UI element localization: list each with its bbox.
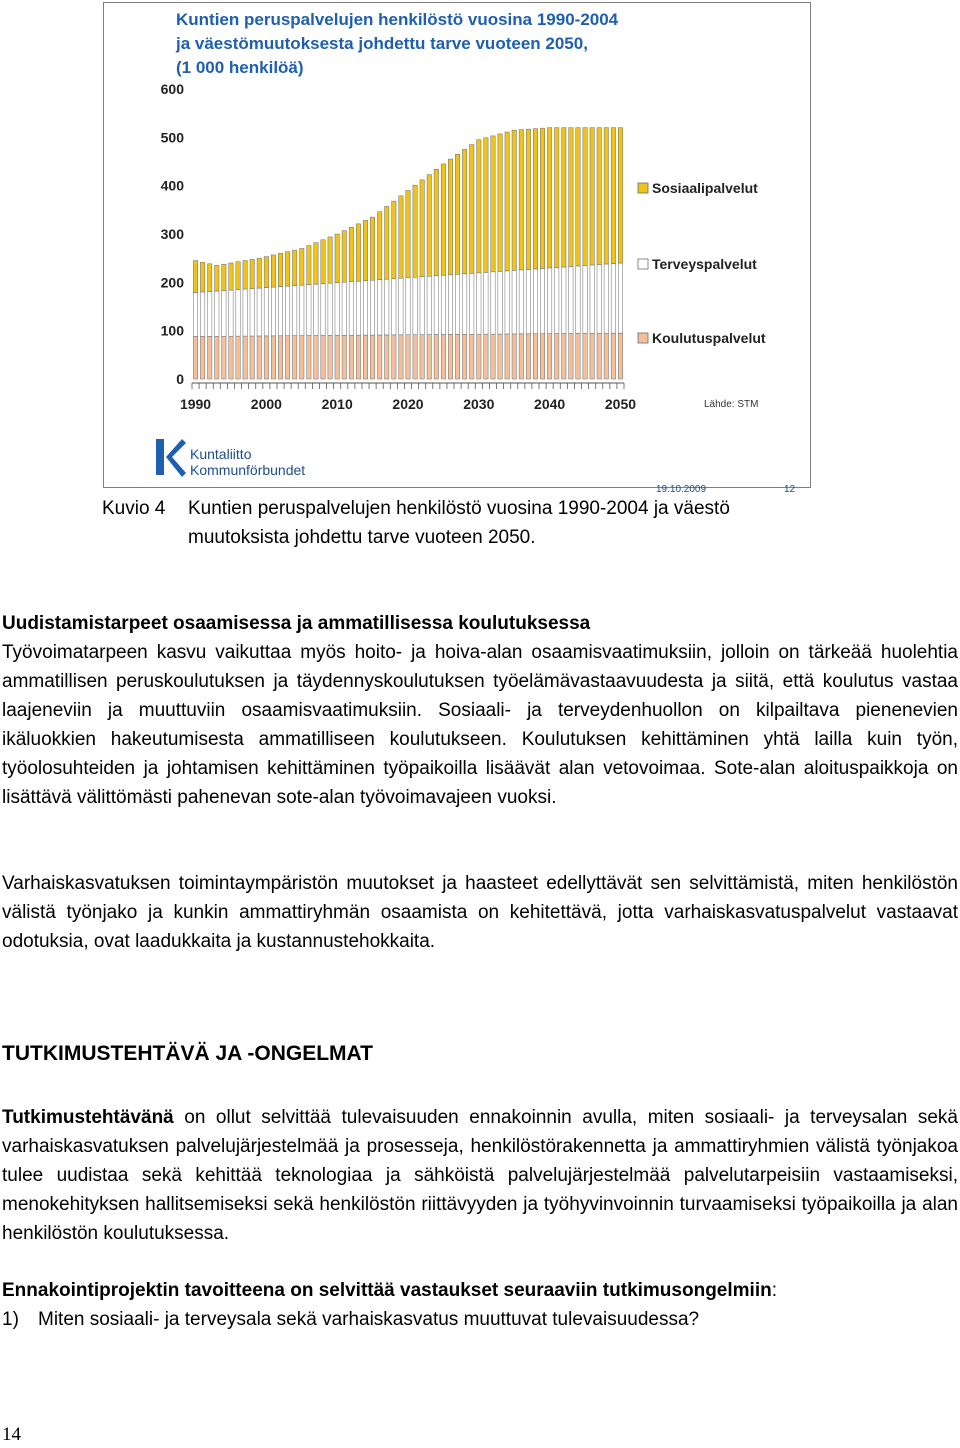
bar-terveyspalvelut-2022 bbox=[420, 277, 424, 335]
bar-sosiaalipalvelut-2033 bbox=[498, 134, 502, 271]
list-text: Miten sosiaali- ja terveysala sekä varhaiskasvatus muuttuvat tulevaisuudessa? bbox=[38, 1309, 700, 1330]
bar-sosiaalipalvelut-1996 bbox=[236, 262, 240, 290]
logo-chevron-icon bbox=[166, 439, 186, 477]
section-education-renewal bbox=[2, 609, 958, 812]
bar-terveyspalvelut-2048 bbox=[604, 264, 608, 333]
bar-terveyspalvelut-2021 bbox=[413, 277, 417, 334]
bar-koulutuspalvelut-2031 bbox=[484, 334, 488, 379]
bar-koulutuspalvelut-2032 bbox=[491, 334, 495, 379]
legend-swatch-koulutuspalvelut bbox=[638, 333, 648, 343]
bar-sosiaalipalvelut-2032 bbox=[491, 136, 495, 272]
bar-sosiaalipalvelut-2007 bbox=[314, 243, 318, 284]
bar-terveyspalvelut-2033 bbox=[498, 271, 502, 334]
bar-terveyspalvelut-1996 bbox=[236, 290, 240, 337]
bar-koulutuspalvelut-2035 bbox=[512, 334, 516, 379]
legend bbox=[638, 180, 766, 346]
bar-terveyspalvelut-2003 bbox=[285, 286, 289, 336]
bar-koulutuspalvelut-2029 bbox=[470, 334, 474, 379]
bar-koulutuspalvelut-2045 bbox=[583, 333, 587, 379]
bar-terveyspalvelut-2001 bbox=[271, 287, 275, 336]
bar-terveyspalvelut-2026 bbox=[448, 275, 452, 335]
bar-sosiaalipalvelut-2040 bbox=[547, 128, 551, 268]
bar-terveyspalvelut-2035 bbox=[512, 270, 516, 334]
bar-terveyspalvelut-2005 bbox=[300, 285, 304, 336]
bar-sosiaalipalvelut-2038 bbox=[533, 129, 537, 269]
paragraph-text: on ollut selvittää tulevaisuuden ennakoinnin avulla, miten sosiaali- ja terveysalan sekä varhaiskasvatuksen palvelujärjestelmää ja prosesseja, henkilöstörakennetta ja ammattiryhmien välistä työnjakoa tulee uudistaa sekä kehittää teknologiaa ja sähköistä palvelujärjestelmää palvelutarpeisiin vastaamiseksi, menokehityksen hallitsemiseksi sekä henkilöstön riittävyyden ja työhyvinvoinnin turvaamiseksi työpaikoilla ja alan henkilöstön koulutuksessa. bbox=[2, 1107, 958, 1244]
bar-sosiaalipalvelut-2027 bbox=[455, 154, 459, 274]
bar-koulutuspalvelut-2024 bbox=[434, 335, 438, 379]
bar-sosiaalipalvelut-2035 bbox=[512, 130, 516, 270]
bar-sosiaalipalvelut-2020 bbox=[406, 191, 410, 278]
bar-sosiaalipalvelut-1994 bbox=[222, 264, 226, 290]
chart-title bbox=[175, 10, 619, 77]
bar-sosiaalipalvelut-2016 bbox=[377, 212, 381, 280]
bar-terveyspalvelut-2007 bbox=[314, 284, 318, 335]
bar-sosiaalipalvelut-2044 bbox=[576, 128, 580, 266]
section-paragraph: Työvoimatarpeen kasvu vaikuttaa myös hoito- ja hoiva-alan osaamisvaatimuksiin, jolloin on tärkeää huolehtia ammatillisen peruskoulutuksen ja täydennyskoulutuksen työelämävastaavuudesta ja siitä, että koulutus vastaa laajeneviin ja muuttuviin osaamisvaatimuksiin. Sosiaali- ja terveydenhuollon on kilpailtava pienenevien ikäluokkien hakeutumisesta ammatilliseen koulutukseen. Koulutuksen kehittäminen yhtä lailla kuin työn, työolosuhteiden ja johtamisen kehittäminen työpaikoilla lisäävät alan vetovoimaa. Sote-alan aloituspaikkoja on lisättävä välittömästi pahenevan sote-alan työvoimavajeen vuoksi. bbox=[2, 642, 958, 808]
bar-sosiaalipalvelut-2034 bbox=[505, 132, 509, 271]
bar-sosiaalipalvelut-2041 bbox=[555, 128, 559, 268]
bar-sosiaalipalvelut-2011 bbox=[342, 231, 346, 283]
bar-koulutuspalvelut-2030 bbox=[477, 334, 481, 379]
bar-sosiaalipalvelut-2046 bbox=[590, 128, 594, 265]
footer-date: 19.10.2009 bbox=[656, 484, 707, 495]
bar-koulutuspalvelut-2027 bbox=[455, 334, 459, 379]
bar-terveyspalvelut-1995 bbox=[229, 290, 233, 336]
bar-sosiaalipalvelut-1990 bbox=[193, 261, 197, 293]
x-tick-label: 2020 bbox=[392, 396, 424, 412]
bar-sosiaalipalvelut-1998 bbox=[250, 259, 254, 288]
caption-line-2: muutoksista johdettu tarve vuoteen 2050. bbox=[188, 527, 536, 548]
bar-koulutuspalvelut-2022 bbox=[420, 335, 424, 379]
bar-terveyspalvelut-2018 bbox=[392, 279, 396, 335]
bar-koulutuspalvelut-1992 bbox=[208, 336, 212, 379]
bar-koulutuspalvelut-1997 bbox=[243, 336, 247, 379]
bar-koulutuspalvelut-2003 bbox=[285, 336, 289, 379]
x-tick-label: 1990 bbox=[179, 396, 212, 412]
bar-koulutuspalvelut-2040 bbox=[547, 334, 551, 379]
bar-sosiaalipalvelut-2001 bbox=[271, 255, 275, 287]
bar-koulutuspalvelut-2025 bbox=[441, 334, 445, 379]
legend-swatch-sosiaalipalvelut bbox=[638, 183, 648, 193]
section-paragraph bbox=[2, 1276, 958, 1305]
logo-text-line-1: Kuntaliitto bbox=[190, 446, 252, 462]
section-heading: Uudistamistarpeet osaamisessa ja ammatillisessa koulutuksessa bbox=[2, 613, 591, 634]
bar-terveyspalvelut-2049 bbox=[611, 263, 615, 333]
logo-bar-icon bbox=[156, 439, 164, 475]
bar-sosiaalipalvelut-2036 bbox=[519, 130, 523, 270]
bar-terveyspalvelut-2010 bbox=[335, 283, 339, 336]
bar-terveyspalvelut-2045 bbox=[583, 265, 587, 333]
footer-page: 12 bbox=[784, 484, 796, 495]
bar-terveyspalvelut-2037 bbox=[526, 269, 530, 333]
bar-sosiaalipalvelut-2015 bbox=[370, 217, 374, 280]
kuntaliitto-logo bbox=[156, 439, 305, 478]
y-tick-label: 400 bbox=[160, 177, 184, 194]
bar-sosiaalipalvelut-2006 bbox=[307, 246, 311, 285]
bar-sosiaalipalvelut-1997 bbox=[243, 261, 247, 289]
bar-koulutuspalvelut-1999 bbox=[257, 336, 261, 379]
bar-sosiaalipalvelut-2047 bbox=[597, 128, 601, 265]
bar-terveyspalvelut-1993 bbox=[215, 291, 219, 336]
figure-caption bbox=[102, 494, 862, 552]
bar-koulutuspalvelut-2009 bbox=[328, 335, 332, 379]
bar-koulutuspalvelut-2044 bbox=[576, 333, 580, 379]
bar-terveyspalvelut-2047 bbox=[597, 264, 601, 333]
bar-koulutuspalvelut-2023 bbox=[427, 335, 431, 379]
bar-terveyspalvelut-2002 bbox=[278, 287, 282, 336]
y-axis bbox=[161, 81, 185, 387]
bar-sosiaalipalvelut-2002 bbox=[278, 253, 282, 286]
y-tick-label: 500 bbox=[160, 129, 184, 146]
caption-line-1: Kuntien peruspalvelujen henkilöstö vuosina 1990-2004 ja väestö bbox=[188, 498, 730, 519]
bar-sosiaalipalvelut-1999 bbox=[257, 258, 261, 288]
chart-title-line-1: Kuntien peruspalvelujen henkilöstö vuosina 1990-2004 bbox=[176, 10, 619, 29]
bar-sosiaalipalvelut-2003 bbox=[285, 252, 289, 286]
bar-terveyspalvelut-2013 bbox=[356, 281, 360, 335]
bar-koulutuspalvelut-2046 bbox=[590, 333, 594, 379]
x-tick-label: 2040 bbox=[534, 396, 566, 412]
bar-koulutuspalvelut-2036 bbox=[519, 334, 523, 379]
bar-terveyspalvelut-2050 bbox=[618, 263, 622, 333]
bar-terveyspalvelut-2014 bbox=[363, 281, 367, 335]
bar-terveyspalvelut-2015 bbox=[370, 280, 374, 335]
caption-label: Kuvio 4 bbox=[102, 498, 166, 519]
section-paragraph bbox=[2, 1103, 958, 1248]
bar-sosiaalipalvelut-2049 bbox=[611, 128, 615, 264]
bar-koulutuspalvelut-2026 bbox=[448, 334, 452, 379]
bar-koulutuspalvelut-2008 bbox=[321, 335, 325, 379]
x-tick-label: 2010 bbox=[321, 396, 353, 412]
bar-terveyspalvelut-2012 bbox=[349, 282, 353, 336]
bar-koulutuspalvelut-2034 bbox=[505, 334, 509, 379]
bar-sosiaalipalvelut-2013 bbox=[356, 224, 360, 281]
legend-label-sosiaalipalvelut: Sosiaalipalvelut bbox=[652, 180, 758, 196]
bar-koulutuspalvelut-2002 bbox=[278, 336, 282, 379]
bar-terveyspalvelut-2039 bbox=[540, 268, 544, 333]
bar-koulutuspalvelut-1994 bbox=[222, 336, 226, 379]
bar-terveyspalvelut-2034 bbox=[505, 271, 509, 334]
page-number: 14 bbox=[2, 1424, 21, 1445]
bar-sosiaalipalvelut-2017 bbox=[385, 206, 389, 279]
bar-koulutuspalvelut-2001 bbox=[271, 336, 275, 379]
bar-koulutuspalvelut-2005 bbox=[300, 336, 304, 379]
bar-sosiaalipalvelut-2026 bbox=[448, 159, 452, 275]
bold-lead: Tutkimustehtävänä bbox=[2, 1107, 174, 1128]
y-tick-label: 0 bbox=[176, 371, 184, 387]
bar-terveyspalvelut-2017 bbox=[385, 279, 389, 335]
bar-sosiaalipalvelut-2042 bbox=[562, 128, 566, 267]
bar-terveyspalvelut-1997 bbox=[243, 289, 247, 336]
bar-terveyspalvelut-2036 bbox=[519, 270, 523, 334]
legend-swatch-terveyspalvelut bbox=[638, 259, 648, 269]
bar-sosiaalipalvelut-2025 bbox=[441, 164, 445, 275]
bar-koulutuspalvelut-2048 bbox=[604, 333, 608, 379]
section-paragraph: Varhaiskasvatuksen toimintaympäristön muutokset ja haasteet edellyttävät sen selvittämistä, miten henkilöstön välistä työnjako ja kunkin ammattiryhmän osaamista on kehitettävä, jotta varhaiskasvatuspalvelut vastaavat odotuksia, ovat laadukkaita ja kustannustehokkaita. bbox=[2, 873, 958, 952]
bar-terveyspalvelut-2008 bbox=[321, 284, 325, 336]
bar-terveyspalvelut-2025 bbox=[441, 275, 445, 334]
bar-terveyspalvelut-2020 bbox=[406, 278, 410, 335]
bar-terveyspalvelut-2019 bbox=[399, 278, 403, 335]
bar-terveyspalvelut-2024 bbox=[434, 276, 438, 335]
bar-terveyspalvelut-2006 bbox=[307, 285, 311, 336]
bar-sosiaalipalvelut-2029 bbox=[470, 145, 474, 274]
x-axis bbox=[180, 383, 636, 412]
bar-sosiaalipalvelut-2023 bbox=[427, 175, 431, 277]
bar-sosiaalipalvelut-2050 bbox=[618, 128, 622, 263]
bar-koulutuspalvelut-2017 bbox=[385, 335, 389, 379]
bar-koulutuspalvelut-1996 bbox=[236, 336, 240, 379]
bar-sosiaalipalvelut-2004 bbox=[292, 250, 296, 285]
bar-sosiaalipalvelut-2045 bbox=[583, 128, 587, 266]
list-number: 1) bbox=[2, 1309, 19, 1330]
bar-sosiaalipalvelut-2018 bbox=[392, 201, 396, 279]
bar-terveyspalvelut-1992 bbox=[208, 292, 212, 337]
bar-terveyspalvelut-2009 bbox=[328, 283, 332, 335]
bar-sosiaalipalvelut-2008 bbox=[321, 240, 325, 284]
bar-sosiaalipalvelut-1995 bbox=[229, 263, 233, 290]
y-tick-label: 100 bbox=[160, 322, 184, 339]
chart-title-line-3: (1 000 henkilöä) bbox=[176, 58, 304, 77]
bar-terveyspalvelut-2000 bbox=[264, 288, 268, 336]
bars bbox=[193, 128, 622, 379]
bar-koulutuspalvelut-2033 bbox=[498, 334, 502, 379]
bar-sosiaalipalvelut-2005 bbox=[300, 249, 304, 286]
bar-sosiaalipalvelut-1992 bbox=[208, 264, 212, 292]
source-label: Lähde: STM bbox=[704, 399, 759, 410]
problem-list bbox=[2, 1305, 958, 1334]
section-research-task bbox=[2, 1103, 958, 1248]
bar-terveyspalvelut-1991 bbox=[200, 292, 204, 336]
bar-terveyspalvelut-2023 bbox=[427, 276, 431, 334]
bar-terveyspalvelut-2040 bbox=[547, 268, 551, 334]
bar-koulutuspalvelut-2050 bbox=[618, 333, 622, 379]
bar-koulutuspalvelut-2011 bbox=[342, 335, 346, 379]
bar-terveyspalvelut-2043 bbox=[569, 266, 573, 333]
bar-koulutuspalvelut-2028 bbox=[462, 334, 466, 379]
bar-koulutuspalvelut-2041 bbox=[555, 334, 559, 379]
bar-koulutuspalvelut-2010 bbox=[335, 335, 339, 379]
bar-sosiaalipalvelut-2010 bbox=[335, 234, 339, 283]
bar-sosiaalipalvelut-2048 bbox=[604, 128, 608, 264]
y-tick-label: 200 bbox=[160, 274, 184, 291]
bar-koulutuspalvelut-1995 bbox=[229, 336, 233, 379]
bar-terveyspalvelut-1999 bbox=[257, 288, 261, 336]
bar-terveyspalvelut-1994 bbox=[222, 291, 226, 337]
bar-terveyspalvelut-2027 bbox=[455, 274, 459, 334]
bar-koulutuspalvelut-2039 bbox=[540, 334, 544, 379]
bar-koulutuspalvelut-2004 bbox=[292, 336, 296, 379]
bar-terveyspalvelut-2031 bbox=[484, 272, 488, 334]
bar-terveyspalvelut-2004 bbox=[292, 286, 296, 336]
bar-koulutuspalvelut-2007 bbox=[314, 336, 318, 379]
bar-sosiaalipalvelut-2009 bbox=[328, 237, 332, 283]
bar-koulutuspalvelut-2049 bbox=[611, 333, 615, 379]
bar-koulutuspalvelut-2021 bbox=[413, 335, 417, 379]
bar-sosiaalipalvelut-2028 bbox=[462, 149, 466, 273]
page-heading: TUTKIMUSTEHTÄVÄ JA -ONGELMAT bbox=[2, 1042, 373, 1065]
bar-terveyspalvelut-2029 bbox=[470, 273, 474, 334]
stacked-bar-chart bbox=[104, 3, 812, 495]
x-tick-label: 2000 bbox=[250, 396, 282, 412]
bar-terveyspalvelut-2038 bbox=[533, 269, 537, 334]
bold-lead: Ennakointiprojektin tavoitteena on selvittää vastaukset seuraaviin tutkimusongelmiin bbox=[2, 1280, 772, 1301]
bar-sosiaalipalvelut-2019 bbox=[399, 196, 403, 278]
bar-koulutuspalvelut-2042 bbox=[562, 334, 566, 379]
section-early-education bbox=[2, 869, 958, 956]
bar-terveyspalvelut-2046 bbox=[590, 265, 594, 333]
bar-sosiaalipalvelut-2043 bbox=[569, 128, 573, 267]
bar-terveyspalvelut-1990 bbox=[193, 292, 197, 336]
bar-koulutuspalvelut-2047 bbox=[597, 333, 601, 379]
bar-terveyspalvelut-2016 bbox=[377, 280, 381, 335]
bar-terveyspalvelut-2044 bbox=[576, 266, 580, 333]
bar-koulutuspalvelut-2016 bbox=[377, 335, 381, 379]
bar-koulutuspalvelut-2043 bbox=[569, 333, 573, 379]
bar-sosiaalipalvelut-2039 bbox=[540, 128, 544, 268]
x-tick-label: 2030 bbox=[463, 396, 495, 412]
bar-koulutuspalvelut-1991 bbox=[200, 336, 204, 379]
bar-terveyspalvelut-2011 bbox=[342, 282, 346, 335]
bar-koulutuspalvelut-2018 bbox=[392, 335, 396, 379]
y-tick-label: 300 bbox=[160, 226, 184, 242]
bar-sosiaalipalvelut-2014 bbox=[363, 220, 367, 280]
logo-text-line-2: Kommunförbundet bbox=[190, 462, 306, 478]
bar-koulutuspalvelut-2037 bbox=[526, 334, 530, 379]
bar-terveyspalvelut-2030 bbox=[477, 273, 481, 334]
bar-sosiaalipalvelut-2000 bbox=[264, 257, 268, 288]
bar-koulutuspalvelut-1998 bbox=[250, 336, 254, 379]
bar-koulutuspalvelut-2038 bbox=[533, 334, 537, 379]
bar-sosiaalipalvelut-2022 bbox=[420, 180, 424, 277]
bar-terveyspalvelut-2042 bbox=[562, 267, 566, 334]
bar-sosiaalipalvelut-2021 bbox=[413, 185, 417, 277]
bar-koulutuspalvelut-2020 bbox=[406, 335, 410, 379]
bar-terveyspalvelut-2028 bbox=[462, 274, 466, 335]
bar-sosiaalipalvelut-2024 bbox=[434, 169, 438, 276]
section-research-problems bbox=[2, 1276, 958, 1334]
legend-label-koulutuspalvelut: Koulutuspalvelut bbox=[652, 330, 766, 346]
bar-terveyspalvelut-2032 bbox=[491, 272, 495, 334]
bar-terveyspalvelut-1998 bbox=[250, 289, 254, 336]
bar-koulutuspalvelut-1993 bbox=[215, 336, 219, 379]
bar-sosiaalipalvelut-1993 bbox=[215, 265, 219, 291]
legend-label-terveyspalvelut: Terveyspalvelut bbox=[652, 256, 757, 272]
bar-koulutuspalvelut-2000 bbox=[264, 336, 268, 379]
bar-sosiaalipalvelut-1991 bbox=[200, 262, 204, 292]
y-tick-label: 600 bbox=[160, 81, 184, 97]
bar-sosiaalipalvelut-2037 bbox=[526, 129, 530, 269]
bar-koulutuspalvelut-2013 bbox=[356, 335, 360, 379]
bar-terveyspalvelut-2041 bbox=[555, 267, 559, 333]
bar-koulutuspalvelut-2012 bbox=[349, 335, 353, 379]
bar-koulutuspalvelut-2019 bbox=[399, 335, 403, 379]
list-item bbox=[2, 1305, 958, 1334]
colon: : bbox=[771, 1280, 777, 1301]
chart-figure bbox=[103, 2, 811, 495]
bar-koulutuspalvelut-1990 bbox=[193, 336, 197, 379]
bar-sosiaalipalvelut-2012 bbox=[349, 227, 353, 281]
bar-sosiaalipalvelut-2030 bbox=[477, 140, 481, 273]
bar-koulutuspalvelut-2014 bbox=[363, 335, 367, 379]
x-tick-label: 2050 bbox=[604, 396, 637, 412]
chart-title-line-2: ja väestömuutoksesta johdettu tarve vuoteen 2050, bbox=[176, 34, 588, 53]
bar-koulutuspalvelut-2015 bbox=[370, 335, 374, 379]
bar-koulutuspalvelut-2006 bbox=[307, 336, 311, 379]
bar-sosiaalipalvelut-2031 bbox=[484, 138, 488, 273]
